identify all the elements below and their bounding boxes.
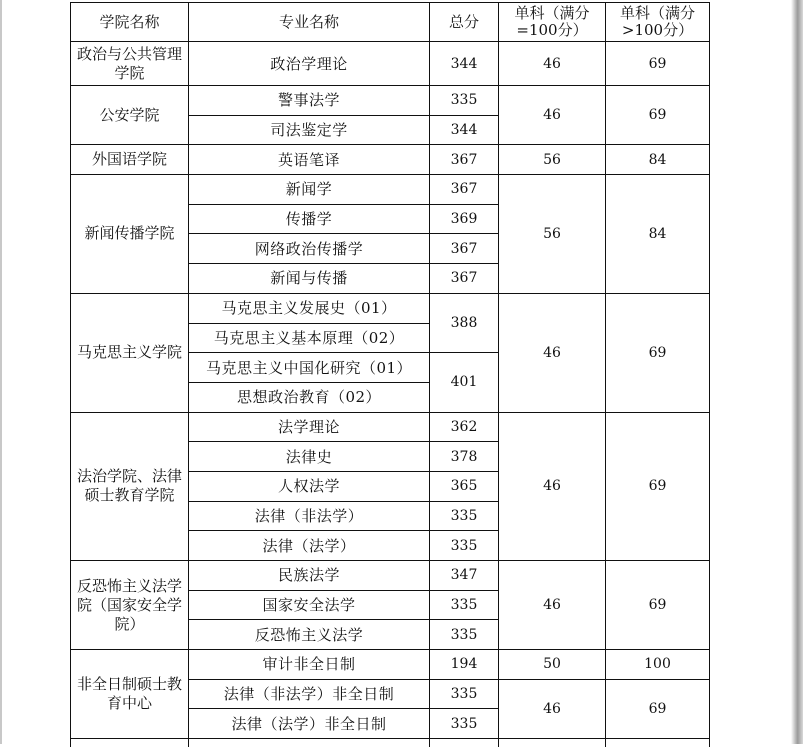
college-cell: 外国语学院 xyxy=(71,145,189,175)
major-cell: 思想政治教育（02） xyxy=(189,382,430,412)
empty-cell xyxy=(606,739,710,747)
major-cell: 新闻学 xyxy=(189,175,430,205)
total-score-cell: 362 xyxy=(430,412,499,442)
college-cell: 马克思主义学院 xyxy=(71,293,189,412)
total-score-cell: 335 xyxy=(430,620,499,650)
major-cell: 新闻与传播 xyxy=(189,264,430,294)
total-score-cell: 401 xyxy=(430,353,499,412)
single-100-cell: 56 xyxy=(499,145,606,175)
major-cell: 审计非全日制 xyxy=(189,650,430,680)
total-score-cell: 347 xyxy=(430,561,499,591)
single-over-100-cell: 84 xyxy=(606,175,710,294)
empty-cell xyxy=(189,739,430,747)
major-cell: 法律（非法学）非全日制 xyxy=(189,679,430,709)
table-row xyxy=(71,145,710,175)
header-college: 学院名称 xyxy=(71,3,189,42)
total-score-cell: 335 xyxy=(430,709,499,739)
major-cell: 人权法学 xyxy=(189,471,430,501)
header-total: 总分 xyxy=(430,3,499,42)
table-row xyxy=(71,650,710,680)
major-cell: 马克思主义基本原理（02） xyxy=(189,323,430,353)
college-cell: 法治学院、法律硕士教育学院 xyxy=(71,412,189,560)
total-score-cell: 335 xyxy=(430,590,499,620)
single-100-cell: 46 xyxy=(499,679,606,738)
total-score-cell: 365 xyxy=(430,471,499,501)
college-cell: 非全日制硕士教育中心 xyxy=(71,650,189,739)
empty-cell xyxy=(499,739,606,747)
total-score-cell: 367 xyxy=(430,234,499,264)
major-cell: 法律史 xyxy=(189,442,430,472)
header-single-over-100: 单科（满分>100分） xyxy=(606,3,710,42)
table-row xyxy=(71,175,710,205)
single-100-cell: 46 xyxy=(499,412,606,560)
major-cell: 警事法学 xyxy=(189,86,430,116)
total-score-cell: 369 xyxy=(430,204,499,234)
college-cell: 新闻传播学院 xyxy=(71,175,189,294)
single-100-cell: 50 xyxy=(499,650,606,680)
header-major: 专业名称 xyxy=(189,3,430,42)
major-cell: 法律（法学） xyxy=(189,531,430,561)
single-over-100-cell: 84 xyxy=(606,145,710,175)
total-score-cell: 194 xyxy=(430,650,499,680)
table-row xyxy=(71,293,710,323)
single-over-100-cell: 69 xyxy=(606,42,710,86)
page-edge-shadow xyxy=(791,0,803,744)
major-cell: 马克思主义中国化研究（01） xyxy=(189,353,430,383)
total-score-cell: 378 xyxy=(430,442,499,472)
total-score-cell: 335 xyxy=(430,86,499,116)
major-cell: 英语笔译 xyxy=(189,145,430,175)
single-100-cell: 46 xyxy=(499,561,606,650)
major-cell: 法律（法学）非全日制 xyxy=(189,709,430,739)
college-cell: 政治与公共管理学院 xyxy=(71,42,189,86)
total-score-cell: 367 xyxy=(430,175,499,205)
empty-cell xyxy=(71,739,189,747)
total-score-cell: 367 xyxy=(430,145,499,175)
major-cell: 国家安全法学 xyxy=(189,590,430,620)
table-row xyxy=(71,412,710,442)
single-over-100-cell: 69 xyxy=(606,679,710,738)
total-score-cell: 335 xyxy=(430,531,499,561)
major-cell: 司法鉴定学 xyxy=(189,115,430,145)
score-line-table xyxy=(70,2,710,747)
single-100-cell: 46 xyxy=(499,86,606,145)
major-cell: 马克思主义发展史（01） xyxy=(189,293,430,323)
total-score-cell: 367 xyxy=(430,264,499,294)
table-row xyxy=(71,86,710,116)
single-over-100-cell: 69 xyxy=(606,86,710,145)
table-row xyxy=(71,42,710,86)
header-row xyxy=(71,3,710,42)
single-over-100-cell: 69 xyxy=(606,412,710,560)
header-single-100: 单科（满分=100分） xyxy=(499,3,606,42)
major-cell: 政治学理论 xyxy=(189,42,430,86)
total-score-cell: 335 xyxy=(430,679,499,709)
college-cell: 公安学院 xyxy=(71,86,189,145)
table-row-cut xyxy=(71,739,710,747)
single-over-100-cell: 69 xyxy=(606,293,710,412)
major-cell: 法律（非法学） xyxy=(189,501,430,531)
college-cell: 反恐怖主义法学院（国家安全学院） xyxy=(71,561,189,650)
single-100-cell: 46 xyxy=(499,293,606,412)
empty-cell xyxy=(430,739,499,747)
total-score-cell: 344 xyxy=(430,42,499,86)
single-100-cell: 56 xyxy=(499,175,606,294)
total-score-cell: 335 xyxy=(430,501,499,531)
single-over-100-cell: 69 xyxy=(606,561,710,650)
major-cell: 民族法学 xyxy=(189,561,430,591)
single-100-cell: 46 xyxy=(499,42,606,86)
major-cell: 网络政治传播学 xyxy=(189,234,430,264)
table-row xyxy=(71,561,710,591)
major-cell: 反恐怖主义法学 xyxy=(189,620,430,650)
total-score-cell: 344 xyxy=(430,115,499,145)
single-over-100-cell: 100 xyxy=(606,650,710,680)
page-edge-left xyxy=(0,0,2,744)
major-cell: 法学理论 xyxy=(189,412,430,442)
total-score-cell: 388 xyxy=(430,293,499,352)
major-cell: 传播学 xyxy=(189,204,430,234)
